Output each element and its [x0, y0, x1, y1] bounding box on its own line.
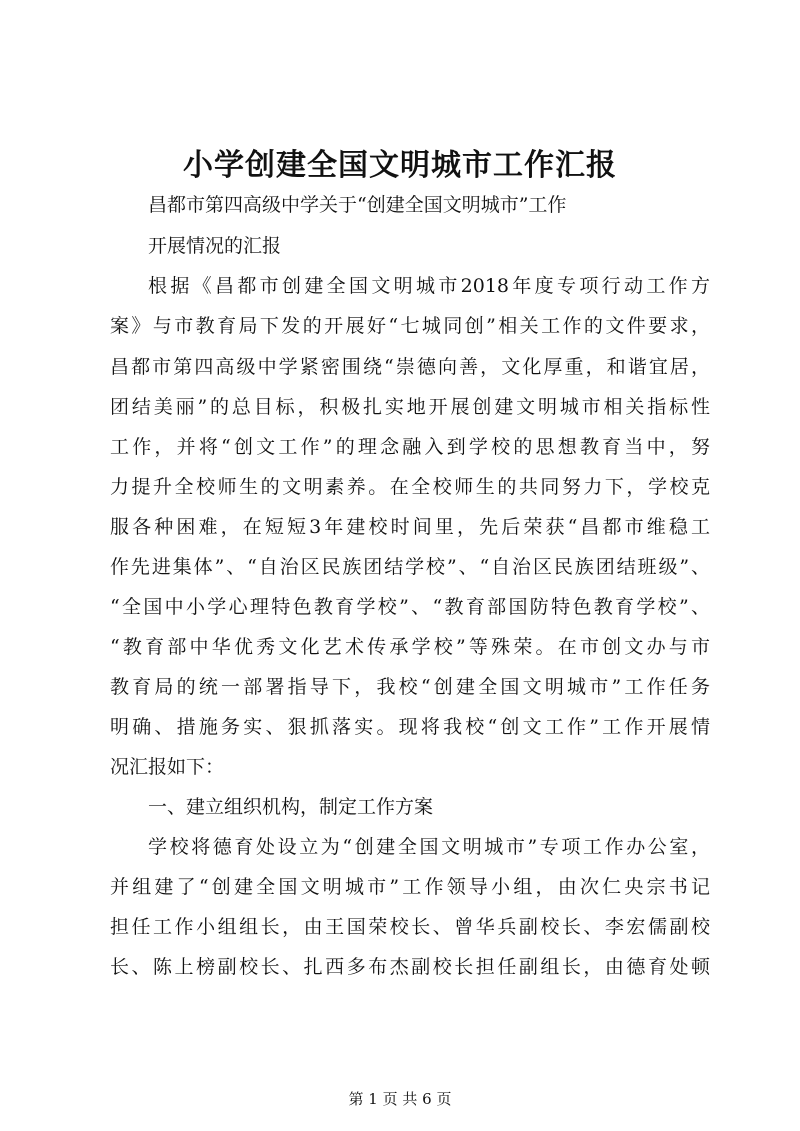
paragraph-line: 昌都市第四高级中学紧密围绕“崇德向善，文化厚重，和谐宜居，: [110, 356, 710, 378]
paragraph-line: “教育部中华优秀文化艺术传承学校”等殊荣。在市创文办与市: [110, 636, 710, 658]
paragraph-line: 教育局的统一部署指导下，我校“创建全国文明城市”工作任务: [110, 676, 710, 698]
paragraph-line: 根据《昌都市创建全国文明城市2018年度专项行动工作方: [148, 275, 710, 297]
paragraph-line: 服各种困难，在短短3年建校时间里，先后荣获“昌都市维稳工: [110, 516, 710, 538]
paragraph-line: “全国中小学心理特色教育学校”、“教育部国防特色教育学校”、: [110, 596, 710, 618]
paragraph-line: 案》与市教育局下发的开展好“七城同创”相关工作的文件要求，: [110, 315, 710, 337]
paragraph-line: 担任工作小组组长，由王国荣校长、曾华兵副校长、李宏儒副校: [110, 916, 710, 938]
section-heading: 一、建立组织机构，制定工作方案: [148, 796, 434, 818]
subtitle-line-1: 昌都市第四高级中学关于“创建全国文明城市”工作: [148, 194, 567, 216]
paragraph-line: 团结美丽”的总目标，积极扎实地开展创建文明城市相关指标性: [110, 396, 710, 418]
paragraph-line: 长、陈上榜副校长、扎西多布杰副校长担任副组长，由德育处顿: [110, 956, 710, 978]
paragraph-line: 学校将德育处设立为“创建全国文明城市”专项工作办公室，: [148, 836, 710, 858]
subtitle-line-2: 开展情况的汇报: [148, 235, 282, 257]
paragraph-line: 明确、措施务实、狠抓落实。现将我校“创文工作”工作开展情: [110, 716, 710, 738]
paragraph-line: 作先进集体”、“自治区民族团结学校”、“自治区民族团结班级”、: [110, 556, 710, 578]
paragraph-line: 工作，并将“创文工作”的理念融入到学校的思想教育当中，努: [110, 436, 710, 458]
paragraph-line: 并组建了“创建全国文明城市”工作领导小组，由次仁央宗书记: [110, 876, 710, 898]
paragraph-line: 力提升全校师生的文明素养。在全校师生的共同努力下，学校克: [110, 476, 710, 498]
page-number-footer: 第 1 页 共 6 页: [348, 1090, 452, 1108]
paragraph-line: 况汇报如下：: [110, 756, 225, 778]
document-title: 小学创建全国文明城市工作汇报: [183, 148, 617, 183]
